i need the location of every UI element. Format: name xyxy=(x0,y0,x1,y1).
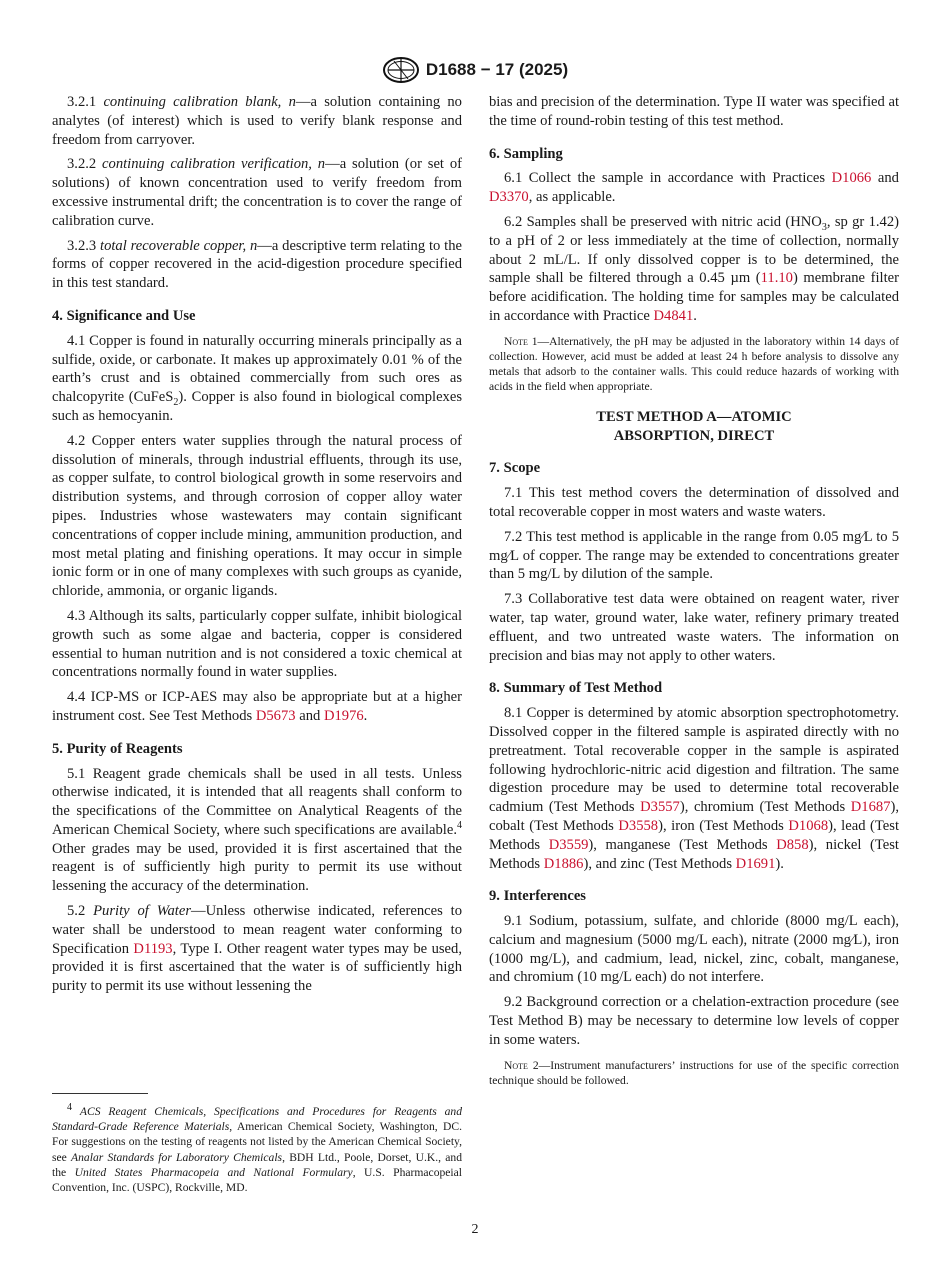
footnote-ref-4[interactable]: 4 xyxy=(457,820,462,832)
footnote-divider xyxy=(52,1093,148,1094)
para-4-4: 4.4 ICP-MS or ICP-AES may also be appropriate but at a higher instrument cost. See Test Methods D5673 and D1976. xyxy=(52,689,462,724)
ref-link-11-10[interactable]: 11.10 xyxy=(760,270,793,287)
para-8-1: 8.1 Copper is determined by atomic absorption spectrophotometry. Dissolved copper in the filtered sample is aspirated directly with no pretreatment. Total recoverable copper in the sample is aspirated following hydrochloric-nitric acid digestion and filtration. The same digestion procedure may be used to determine total recoverable cadmium (Test Methods D3557), chromium (Test Methods D1687), cobalt (Test Methods D3558), iron (Test Methods D1068), lead (Test Methods D3559), manganese (Test Methods D858), nickel (Test Methods D1886), and zinc (Test Methods D1691). xyxy=(489,705,900,872)
method-a-heading: TEST METHOD A—ATOMIC ABSORPTION, DIRECT xyxy=(596,408,792,444)
section-8-heading: 8. Summary of Test Method xyxy=(489,680,663,697)
ref-link-d1886[interactable]: D1886 xyxy=(543,855,584,872)
ref-link-d3558[interactable]: D3558 xyxy=(618,817,659,834)
para-5-1: 5.1 Reagent grade chemicals shall be used in all tests. Unless otherwise indicated, it is intended that all reagents shall conform to the specifications of the Committee on Analytical Reagents of the American Chemical Society, where such specifications are available.$^4$ Other grades may be used, provided it is first ascertained that the reagent is of sufficiently high purity to permit its use without lessening the accuracy of the determination. xyxy=(52,765,462,895)
ref-link-d1068[interactable]: D1068 xyxy=(788,817,829,834)
section-9-heading: 9. Interferences xyxy=(489,888,586,905)
para-5-2-continued: bias and precision of the determination. Type II water was specified at the time of round-robin testing of this test method. xyxy=(489,94,899,129)
para-6-1: 6.1 Collect the sample in accordance with Practices D1066 and D3370, as applicable. xyxy=(489,170,899,206)
para-9-1: 9.1 Sodium, potassium, sulfate, and chloride (8000 mg/L each), calcium and magnesium (5000 mg/L each), nitrate (2000 mg⁄L), iron (1000 mg/L), and cadmium, lead, nickel, zinc, cobalt, manganese, and chromium (10 mg/L each) do not interfere. xyxy=(489,913,899,986)
para-5-2: 5.2 Purity of Water—Unless otherwise indicated, references to water shall be understood to mean reagent water conforming to Specification D1193, Type I. Other reagent water types may be used, provided it is first ascertained that the water is of sufficiently high purity to permit its use without lessening the xyxy=(52,903,463,995)
para-3-2-2: 3.2.2 continuing calibration verification, n—a solution (or set of solutions) of known concentration used to verify freedom from excessive instrumental drift; the concentration is to cover the range of calibration curve. xyxy=(52,156,462,229)
section-5-heading: 5. Purity of Reagents xyxy=(52,740,183,757)
ref-link-d1687[interactable]: D1687 xyxy=(850,799,891,816)
para-7-1: 7.1 This test method covers the determination of dissolved and total recoverable copper in most waters and waste waters. xyxy=(489,485,899,520)
right-column xyxy=(489,93,899,1102)
ref-link-d3557[interactable]: D3557 xyxy=(640,799,680,816)
page-header xyxy=(0,56,950,84)
para-7-3: 7.3 Collaborative test data were obtained on reagent water, river water, tap water, ground water, lake water, refinery primary treated effluent, and two untreated waste waters. The information on precision and bias may not apply to other waters. xyxy=(489,591,899,664)
para-3-2-3: 3.2.3 total recoverable copper, n—a descriptive term relating to the forms of copper recovered in the acid-digestion procedure specified in this test standard. xyxy=(52,237,462,292)
para-6-2: 6.2 Samples shall be preserved with nitric acid ($HNO_3$, sp gr 1.42) to a pH of 2 or less immediately at the time of collection, normally about 2 mL/L. If only dissolved copper is to be determined, the sample shall be filtered through a 0.45 µm (11.10) membrane filter before acidification. The holding time for samples may be calculated in accordance with Practice D4841. xyxy=(489,213,899,324)
ref-link-d1193[interactable]: D1193 xyxy=(133,940,173,957)
document-id: D1688 − 17 (2025) xyxy=(425,60,569,79)
ref-link-d4841[interactable]: D4841 xyxy=(653,307,694,324)
footnote-4: $^4$ ACS Reagent Chemicals, Specifications and Procedures for Reagents and Standard-Grade Reference Materials, American Chemical Society, Washington, DC. For suggestions on the testing of reagents not listed by the American Chemical Society, see Analar Standards for Laboratory Chemicals, BDH Ltd., Poole, Dorset, U.K., and the United States Pharmacopeia and National Formulary, U.S. Pharmacopeial Convention, Inc. (USPC), Rockville, MD. xyxy=(52,1102,463,1195)
astm-logo-icon xyxy=(382,56,420,84)
ref-link-d3559[interactable]: D3559 xyxy=(548,836,589,853)
left-column xyxy=(52,93,462,1002)
para-9-2: 9.2 Background correction or a chelation-extraction procedure (see Test Method B) may be necessary to determine low levels of copper in some waters. xyxy=(489,994,899,1048)
para-4-2: 4.2 Copper enters water supplies through the natural process of dissolution of minerals, through industrial effluents, through its use, as copper sulfate, to control biological growth in some reservoirs and distribution systems, and through corrosion of copper alloy water pipes. Industries whose wastewaters may contain significant concentrations of copper include mining, ammunition production, and most metal plating and finishing operations. It may occur in simple ionic form or in one of many complexes with such groups as cyanide, chloride, ammonia, or organic ligands. xyxy=(52,432,462,600)
section-6-heading: 6. Sampling xyxy=(489,145,563,162)
section-7-heading: 7. Scope xyxy=(489,460,541,477)
ref-link-d3370[interactable]: D3370 xyxy=(489,189,529,206)
para-4-1: 4.1 Copper is found in naturally occurring minerals principally as a sulfide, oxide, or carbonate. It makes up approximately 0.01 % of the earth’s crust and is obtained commercially from such ores as chalcopyrite (CuFeS$_2$). Copper is also found in biological complexes such as hemocyanin. xyxy=(52,332,463,424)
ref-link-d858[interactable]: D858 xyxy=(776,836,809,853)
ref-link-d5673[interactable]: D5673 xyxy=(255,707,296,724)
para-3-2-1: 3.2.1 continuing calibration blank, n—a solution containing no analytes (of interest) which is used to verify blank response and freedom from carryover. xyxy=(52,94,462,148)
ref-link-d1976[interactable]: D1976 xyxy=(323,707,364,724)
note-1: Note 1—Alternatively, the pH may be adjusted in the laboratory within 14 days of collection. However, acid must be added at least 24 h before analysis to dissolve any metals that adsorb to the container walls. This could reduce hazards of working with acids in the field when appropriate. xyxy=(489,334,899,393)
section-4-heading: 4. Significance and Use xyxy=(52,307,196,324)
para-7-2: 7.2 This test method is applicable in the range from 0.05 mg⁄L to 5 mg⁄L of copper. The range may be extended to concentrations greater than 5 mg/L by dilution of the sample. xyxy=(489,528,899,583)
page-number: 2 xyxy=(471,1222,479,1237)
para-4-3: 4.3 Although its salts, particularly copper sulfate, inhibit biological growth such as some algae and bacteria, copper is considered essential to human nutrition and is not considered a toxic chemical at concentrations normally found in water supplies. xyxy=(52,607,462,681)
ref-link-d1066[interactable]: D1066 xyxy=(831,170,872,187)
note-2: Note 2—Instrument manufacturers’ instructions for use of the specific correction technique should be followed. xyxy=(489,1058,899,1087)
ref-link-d1691[interactable]: D1691 xyxy=(735,855,776,872)
